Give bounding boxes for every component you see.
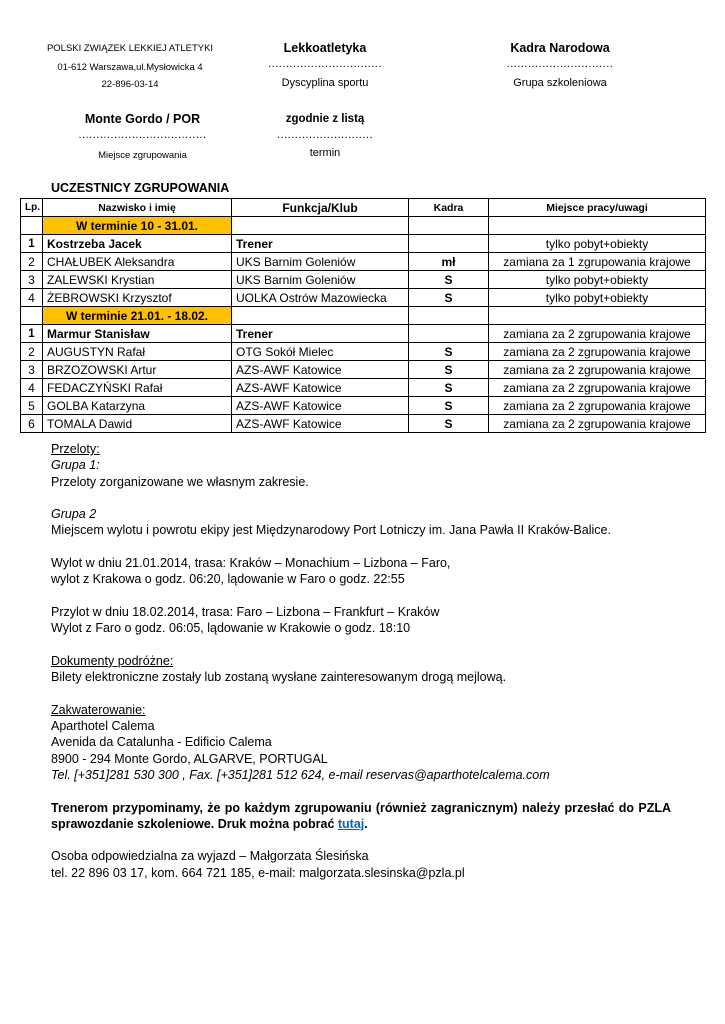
table-row: 2 AUGUSTYN Rafał OTG Sokół Mielec S zamiana za 2 zgrupowania krajowe <box>21 343 706 361</box>
term-dots: ........................... <box>276 129 374 141</box>
col-kadra: Kadra <box>409 199 489 217</box>
period-row <box>21 217 706 235</box>
table-row: 5 GOLBA Katarzyna AZS-AWF Katowice S zamiana za 2 zgrupowania krajowe <box>21 397 706 415</box>
org-phone: 22-896-03-14 <box>101 79 159 90</box>
table-row: 4 FEDACZYŃSKI Rafał AZS-AWF Katowice S zamiana za 2 zgrupowania krajowe <box>21 379 706 397</box>
col-lp: Lp. <box>21 199 43 217</box>
group-dots: .............................. <box>506 58 614 70</box>
group1-text: Przeloty zorganizowane we własnym zakresie. <box>51 474 309 489</box>
org-name: POLSKI ZWIĄZEK LEKKIEJ ATLETYKI <box>46 43 214 54</box>
term-value: zgodnie z listą <box>285 113 365 125</box>
accommodation-heading: Zakwaterowanie: <box>51 702 146 717</box>
place-value: Monte Gordo / POR <box>84 112 201 126</box>
roster-title: UCZESTNICY ZGRUPOWANIA <box>51 181 230 195</box>
hotel-city: 8900 - 294 Monte Gordo, ALGARVE, PORTUGAL <box>51 751 328 766</box>
table-row: 3 ZALEWSKI Krystian UKS Barnim Goleniów S tylko pobyt+obiekty <box>21 271 706 289</box>
group-label: Grupa szkoleniowa <box>513 77 607 89</box>
period-1-label: W terminie 10 - 31.01. <box>43 217 232 235</box>
discipline-value: Lekkoatletyka <box>283 41 367 55</box>
term-label: termin <box>309 147 341 159</box>
info-section <box>51 441 671 881</box>
hotel-contact: Tel. [+351]281 530 300 , Fax. [+351]281 512 624, e-mail reservas@aparthotelcalema.com <box>51 767 550 782</box>
group1-label: Grupa 1: <box>51 458 100 473</box>
table-row: 3 BRZOZOWSKI Artur AZS-AWF Katowice S zamiana za 2 zgrupowania krajowe <box>21 361 706 379</box>
reminder-text: Trenerom przypominamy, że po każdym zgrupowaniu (również zagranicznym) należy przesłać do PZLA sprawozdanie szkoleniowe. Druk można pobrać tutaj. <box>51 800 671 831</box>
flights-heading: Przeloty: <box>51 442 100 456</box>
discipline-dots: ................................ <box>268 58 382 70</box>
discipline-label: Dyscyplina sportu <box>281 77 369 89</box>
group-value: Kadra Narodowa <box>510 41 610 55</box>
download-link[interactable]: tutaj <box>337 816 365 831</box>
table-row: 4 ŻEBROWSKI Krzysztof UOLKA Ostrów Mazowiecka S tylko pobyt+obiekty <box>21 289 706 307</box>
documents-text: Bilety elektroniczne zostały lub zostaną wysłane zainteresowanym drogą mejlową. <box>51 670 507 685</box>
hotel-name: Aparthotel Calema <box>51 719 155 734</box>
documents-heading: Dokumenty podróżne: <box>51 653 174 668</box>
table-row: 2 CHAŁUBEK Aleksandra UKS Barnim Goleniów mł zamiana za 1 zgrupowania krajowe <box>21 253 706 271</box>
outbound-line-1: Wylot w dniu 21.01.2014, trasa: Kraków – Monachium – Lizbona – Faro, <box>51 556 451 571</box>
group2-text: Miejscem wylotu i powrotu ekipy jest Międzynarodowy Port Lotniczy im. Jana Pawła II Kraków-Balice. <box>51 523 611 538</box>
table-row: 1 Marmur Stanisław Trener zamiana za 2 zgrupowania krajowe <box>21 325 706 343</box>
contact-person: Osoba odpowiedzialna za wyjazd – Małgorzata Ślesińska <box>51 849 369 864</box>
place-label: Miejsce zgrupowania <box>98 150 187 161</box>
org-address: 01-612 Warszawa,ul.Mysłowicka 4 <box>57 62 203 73</box>
table-row: 6 TOMALA Dawid AZS-AWF Katowice S zamiana za 2 zgrupowania krajowe <box>21 415 706 433</box>
return-line-1: Przylot w dniu 18.02.2014, trasa: Faro – Lizbona – Frankfurt – Kraków <box>51 604 440 619</box>
col-uwagi: Miejsce pracy/uwagi <box>489 199 706 217</box>
group2-label: Grupa 2 <box>51 507 97 522</box>
place-dots: .................................... <box>78 129 207 141</box>
outbound-line-2: wylot z Krakowa o godz. 06:20, lądowanie w Faro o godz. 22:55 <box>51 572 405 587</box>
col-func: Funkcja/Klub <box>232 199 409 217</box>
table-row: 1 Kostrzeba Jacek Trener tylko pobyt+obiekty <box>21 235 706 253</box>
return-line-2: Wylot z Faro o godz. 06:05, lądowanie w Krakowie o godz. 18:10 <box>51 621 411 636</box>
period-row <box>21 307 706 325</box>
table-header-row <box>21 199 706 217</box>
hotel-street: Avenida da Catalunha - Edificio Calema <box>51 735 272 750</box>
col-name: Nazwisko i imię <box>43 199 232 217</box>
roster-table <box>20 198 706 433</box>
period-2-label: W terminie 21.01. - 18.02. <box>43 307 232 325</box>
contact-details: tel. 22 896 03 17, kom. 664 721 185, e-mail: malgorzata.slesinska@pzla.pl <box>51 865 465 880</box>
